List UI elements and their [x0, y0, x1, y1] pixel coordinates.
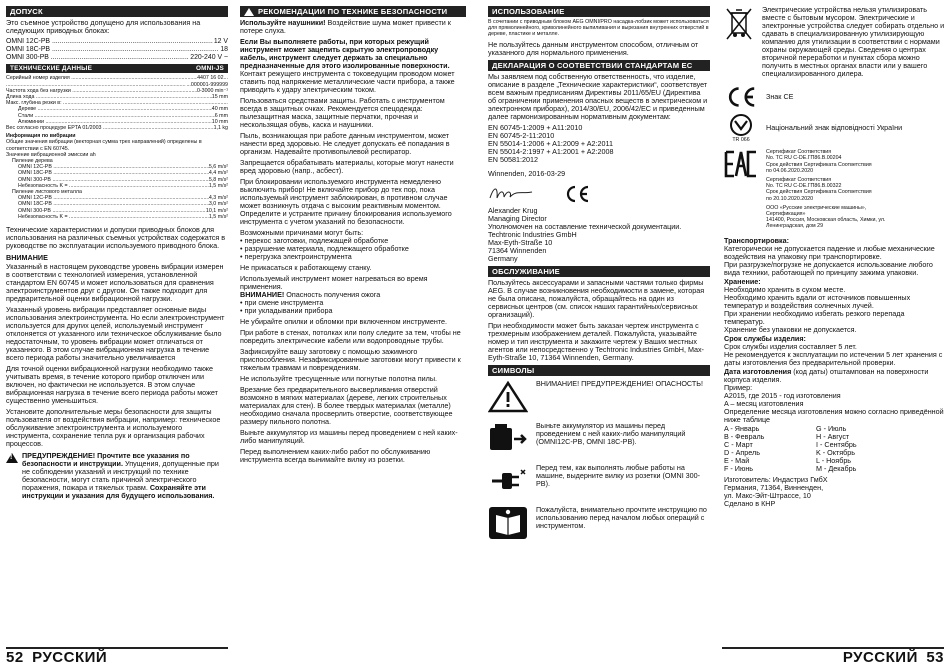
- list-item: B - Февраль: [724, 431, 765, 441]
- page-number-right: 53: [926, 649, 944, 666]
- weee-block: [724, 6, 946, 81]
- signature-image: [488, 184, 534, 204]
- list-item: H - Август: [816, 431, 850, 441]
- safety-p13: Зафиксируйте вашу заготовку с помощью зажимного приспособления. Незафиксированные заготовки могут привести к тяжелым травмам и повреждениям.: [240, 347, 461, 372]
- causes-list: [240, 237, 466, 261]
- footer-right: [722, 647, 944, 665]
- list-item: A - Январь: [724, 423, 760, 433]
- list-item: E - Май: [724, 455, 750, 465]
- vibration-label: Значение вибрационной эмиссии ah: [6, 151, 96, 158]
- safety-p3: Пользоваться средствами защиты. Работать с инструментом всегда в защитных очках. Рекомендуется спецодежда: пылезащитная маска, защитные перчатки, прочная и нескользящая обувь, каска и наушники.: [240, 96, 445, 129]
- row-value: 1,5 m/s²: [208, 213, 228, 220]
- mfg-date-title: Дата изготовления: [724, 366, 792, 376]
- symbol-manual-text: Пожалуйста, внимательно прочтите инструкцию по использованию перед началом любых операций с инструментом.: [536, 504, 707, 530]
- symbol-manual: [488, 506, 710, 540]
- attention-title: ВНИМАНИЕ: [6, 253, 48, 263]
- section-header-declaration: ДЕКЛАРАЦИЯ О СООТВЕТСТВИИ СТАНДАРТАМ ЕС: [488, 60, 710, 71]
- row-label: OMNI 12C-PB .....: [18, 164, 209, 170]
- list-item: K - Октябрь: [816, 447, 856, 457]
- month-col-left: [724, 425, 804, 473]
- list-item: EN 55014-1:2006 + A1:2009 + A2:2011: [488, 138, 613, 148]
- tech-data-model: OMNI-JS: [195, 65, 224, 73]
- list-item: • при укладывании прибора: [240, 306, 333, 315]
- warning-icon: [6, 453, 18, 463]
- list-item: G - Июль: [816, 423, 847, 433]
- data-row: [6, 125, 228, 131]
- row-label: Небезопасность K = .....: [18, 214, 209, 220]
- safety-title: РЕКОМЕНДАЦИИ ПО ТЕХНИКЕ БЕЗОПАСНОСТИ: [258, 7, 448, 16]
- safety-p16: Выньте аккумулятор из машины перед проведением с ней каких-либо манипуляций.: [240, 428, 458, 445]
- company-country: Germany: [488, 253, 518, 263]
- safety-p4: Пыль, возникающая при работе данным инструментом, может нанести вред здоровью. Не следует допускать её попадания в организм. Надевайте противопылевой респиратор.: [240, 131, 450, 156]
- vibration-intro: Общие значения вибрации (векторная сумма трех направлений) определены в соответствии с EN 60745.: [6, 139, 202, 152]
- attention-paragraph-1: Указанный в настоящем руководстве уровень вибрации измерен в соответствии с технологией измерения, установленной стандартом EN 60745 и может использоваться для сравнения электроинструментов друг с другом. Он также подходит для предварительной оценки вибрационной нагрузки.: [6, 262, 224, 304]
- row-value: 10 mm: [211, 118, 228, 125]
- section-header-tech-data: [6, 64, 228, 73]
- data-row: [6, 38, 228, 46]
- footer-language-right: РУССКИЙ: [842, 649, 918, 666]
- row-value: 1,5 m/s²: [208, 182, 228, 189]
- safety-p1-body: Воздействие шума может привести к потере слуха.: [240, 18, 451, 35]
- ua-conformity-icon: [729, 113, 753, 137]
- safety-p17: Перед выполнением каких-либо работ по обслуживанию инструмента всегда вынимайте вилку из розетки.: [240, 447, 431, 464]
- ua-mark: [724, 113, 758, 143]
- safety-p15: Врезание без предварительного высверливания отверстий возможно в мягких материалах (дереве, легких строительных материалах для стен). В более твердых материалах (металле) необходимо сначала просверлить отверстие, соответствующее размеру пильного полотна.: [240, 385, 453, 426]
- ua-label: Національний знак відповідності України: [766, 123, 903, 133]
- list-item: I - Сентябрь: [816, 439, 857, 449]
- approval-list: [6, 38, 228, 61]
- row-label: OMNI 12C-PB .....: [18, 195, 209, 201]
- list-item: M - Декабрь: [816, 463, 857, 473]
- column-1: [6, 6, 228, 503]
- lifetime-title: Срок службы изделия:: [724, 333, 806, 343]
- list-item: EN 55014-2:1997 + A1:2001 + A2:2008: [488, 146, 614, 156]
- mfg-date: [724, 368, 946, 384]
- warning-block: [6, 452, 228, 503]
- row-label: Серийный номер изделия .....: [6, 75, 197, 81]
- safety-p10-body: Опасность получения ожога: [284, 290, 381, 299]
- service-p2: При необходимости может быть заказан чертеж инструмента с трехмерным изображением деталей. Пожалуйста, указывайте номер и тип инструмента и закажите чертеж у Ваших местных агентов или непосредственно у Techtronic Industries GmbH, Max-Eyth-Straße 10, 71364 Winnenden, Germany.: [488, 320, 704, 362]
- company-city: 71364 Winnenden: [488, 245, 547, 255]
- symbol-battery: [488, 422, 710, 456]
- usage-p2: Не пользуйтесь данным инструментом способом, отличным от указанного для нормального применения.: [488, 39, 699, 57]
- month-table: [724, 425, 946, 473]
- safety-p2-body: Контакт режущего инструмента с токоведущим проводом может ставить под напряжение металлические части прибора, а также приводить к удару электрическим током.: [240, 69, 455, 94]
- safety-p5: Запрещается обрабатывать материалы, которые могут нанести вред здоровью (напр., асбест).: [240, 158, 454, 175]
- row-label: Дереве .....: [18, 106, 212, 112]
- mfg-example: Пример: A2015, где 2015 - год изготовления A – месяц изготовления Определение месяца изготовления можно согласно приведённой ниже таблице: [724, 382, 944, 424]
- data-row: [6, 46, 228, 54]
- ce-label: Знак CE: [766, 92, 794, 101]
- row-value: 18: [220, 45, 228, 53]
- safety-p9: Используемый инструмент может нагреваться во время применения.: [240, 274, 428, 291]
- attention-paragraph-2: Указанный уровень вибрации представляет основные виды использования электроинструмента. Но если электроинструмент используется для других целей, используемый инструмент отклоняется от указанного или техническое обслуживание было недостаточным, то уровень вибрации может отличаться от указанного. В этом случае вибрационная нагрузка в течение всего периода работы значительно увеличивается: [6, 305, 225, 363]
- list-item: • перекос заготовки, подлежащей обработке: [240, 236, 389, 245]
- ua-mark-code: TR 066: [732, 137, 750, 143]
- column-4: [724, 6, 946, 511]
- row-value: 15 mm: [211, 94, 228, 100]
- vibration-metal-title: Пиление листового металла: [12, 189, 82, 196]
- mfg-date-text: (код даты) отштампован на поверхности корпуса изделия.: [724, 366, 929, 384]
- section-header-safety: [240, 6, 466, 17]
- company-name: Techtronic Industries GmbH: [488, 229, 577, 239]
- section-header-usage: ИСПОЛЬЗОВАНИЕ: [488, 6, 710, 17]
- row-value: 4,3 m/s²: [208, 195, 228, 202]
- column-3: [488, 6, 710, 548]
- authorized-note: Уполномочен на составление технической документации.: [488, 221, 682, 231]
- row-label: Стали .....: [18, 113, 215, 119]
- battery-remove-icon: [488, 422, 528, 456]
- signatory-name: Alexander Krug: [488, 205, 538, 215]
- transport-p1: Категорически не допускается падение и любые механические воздействия на упаковку при транспортировке.: [724, 243, 935, 261]
- row-value: 12 V: [213, 38, 228, 45]
- safety-p11: Не убирайте опилки и обломки при включенном инструменте.: [240, 317, 448, 326]
- safety-p1-lead: Используйте наушники!: [240, 18, 326, 27]
- row-label: Макс. глубина резки в: .....: [6, 100, 228, 106]
- column-2: [240, 6, 466, 467]
- row-value: 5,6 m/s²: [208, 164, 228, 171]
- page-number-left: 52: [6, 649, 24, 666]
- row-label: Небезопасность K = .....: [18, 183, 209, 189]
- list-item: F - Июнь: [724, 463, 754, 473]
- tech-data-title: ТЕХНИЧЕСКИЕ ДАННЫЕ: [10, 65, 93, 73]
- vibration-metal-table: [6, 195, 228, 220]
- ce-row: [724, 85, 946, 109]
- attention-paragraph-3: Для точной оценки вибрационной нагрузки необходимо также учитывать время, в течение которого прибор отключен или включен, но фактически не используется. В этом случае вибрационная нагрузка в течение всего периода работы может существенно уменьшиться.: [6, 364, 218, 406]
- list-item: EN 50581:2012: [488, 154, 538, 164]
- warning-lead: ПРЕДУПРЕЖДЕНИЕ! Прочтите все указания по безопасности и инструкции.: [22, 451, 190, 469]
- read-manual-icon: [488, 506, 528, 540]
- row-label: Вес согласно процедуре EPTA 01/2003 .....: [6, 125, 214, 131]
- transport-p2: При разгрузке/погрузке не допускается использование любого вида техники, работающей по принципу зажима упаковки.: [724, 259, 933, 277]
- safety-p12: При работе в стенах, потолках или полу следите за тем, чтобы не повредить электрические кабели или водопроводные трубы.: [240, 328, 461, 345]
- place-date: Winnenden, 2016-03-29: [488, 168, 566, 178]
- ce-mark-icon: [724, 85, 758, 109]
- manufacturer: Изготовитель: Индастриз ГмбХ Германия, 71364, Винненден, ул. Макс-Эйт-Штрассе, 10 Сделано в КНР: [724, 474, 828, 508]
- safety-p8: Не прикасаться к работающему станку.: [240, 263, 372, 272]
- row-value: 4407 16 02...: [197, 75, 228, 82]
- tech-data-table: [6, 75, 228, 131]
- storage-title: Хранение:: [724, 276, 761, 286]
- row-value: 10,1 m/s²: [205, 207, 228, 214]
- row-label: Частота хода без нагрузки .....: [6, 88, 197, 94]
- data-row: [6, 54, 228, 62]
- row-value: 40 mm: [211, 106, 228, 113]
- transport-title: Транспортировка:: [724, 235, 789, 245]
- row-value: 3,0 m/s²: [208, 201, 228, 208]
- row-label: Алюминии .....: [18, 119, 212, 125]
- burn-list: [240, 299, 466, 315]
- list-item: L - Ноябрь: [816, 455, 852, 465]
- attention-paragraph-4: Установите дополнительные меры безопасности для защиты пользователя от воздействия вибрации, например: техническое обслуживание электроинструмента и используемого инструмента, сохранение тепла рук и организация рабочих процессов.: [6, 407, 221, 449]
- safety-p6: При блокировании используемого инструмента немедленно выключить прибор! Не включайте прибор до тех пор, пока используемый инструмент заблокирован, в противном случае может возникнуть отдача с высоким реактивным моментом. Определите и устраните причину блокирования используемого инструмента с учетом указаний по безопасности.: [240, 177, 452, 226]
- company-street: Max-Eyth-Straße 10: [488, 237, 553, 247]
- data-row: [6, 214, 228, 220]
- vibration-title: Информация по вибрации: [6, 133, 76, 140]
- warning-text: [22, 452, 228, 500]
- symbol-warning: [488, 380, 710, 414]
- certificates: [766, 149, 885, 232]
- list-item: C - Март: [724, 439, 753, 449]
- warning-body: Упущения, допущенные при не соблюдении указаний и инструкций по технике безопасности, могут стать причиной электрического поражения, пожара и тяжелых травм.: [22, 459, 219, 493]
- row-value: 1,1 kg: [213, 125, 228, 132]
- footer-language-left: РУССКИЙ: [32, 649, 108, 666]
- weee-text: Электрические устройства нельзя утилизировать вместе с бытовым мусором. Электрические и электронные устройства следует собирать отдельно и сдавать в специализированную утилизирующую компанию для утилизации в соответствии с нормами охраны окружающей среды. Сведения о центрах вторичной переработки и пунктах сбора можно получить в местных органах власти или у вашего специализированного дилера.: [762, 5, 945, 78]
- usage-p1: В сочетании с приводным блоком AEG OMNI/PRO насадка-лобзик может использоваться для прямолинейного, криволинейного выпиливания и вырезания внутренних отверстий в дереве, пластике и металле.: [488, 19, 709, 38]
- certificate-2: Сертификат Соответствия No. TC RU C-DE.ГП86.В.00322 Срок действия Сертификата Соответствия по 20.10.2020.2020: [766, 177, 872, 202]
- section-header-symbols: СИМВОЛЫ: [488, 365, 710, 376]
- ua-row: [724, 113, 946, 143]
- signatory-block: [488, 207, 710, 263]
- service-p1: Пользуйтесь аксессуарами и запасными частями только фирмы AEG. В случае возникновения необходимости в замене, которая не была описана, пожалуйста, обращайтесь на один из сервисных центров (см. список наших гарантийных/сервисных организаций).: [488, 277, 705, 319]
- row-label: OMNI 18C-PB .....: [6, 46, 219, 54]
- list-item: • разрушение материала, подлежащего обработке: [240, 244, 409, 253]
- list-item: • перегрузка электроинструмента: [240, 252, 352, 261]
- safety-p2-lead: Если Вы выполняете работы, при которых режущий инструмент может зацепить скрытую электропроводку кабель, инструмент следует держать за специально предназначенные для этого изолированные поверхности.: [240, 37, 450, 70]
- row-label: OMNI 18C-PB .....: [18, 170, 209, 176]
- declaration-text: Мы заявляем под собственную ответственность, что изделие, описание в разделе „Технические характеристики“, соответствует всем важным предписаниям Директивы 2011/65/EU (Директива об ограничении применения опасных веществ в электрическом и электронном приборах), 2014/30/EU, 2006/42/EC и приведенным далее гармонизированным нормативным документам:: [488, 71, 708, 121]
- tech-note: Технические характеристики и допуски приводных блоков для использования на различных съемных устройствах содержатся в руководстве по эксплуатации используемого приводного блока.: [6, 225, 226, 251]
- safety-p1: [240, 19, 466, 35]
- symbol-warning-text: ВНИМАНИЕ! ПРЕДУПРЕЖДЕНИЕ! ОПАСНОСТЬ!: [536, 378, 703, 388]
- certificate-1: Сертификат Соответствия No. TC RU C-DE.ГП86.В.00204 Срок действия Сертификата Соответствия по 04.06.2020.2020: [766, 149, 872, 174]
- cert-org: ООО «Русские электрические машины», Сертификация» 141400, Россия, Московская область, Химки, ул. Ленинградская, дом 29: [766, 204, 886, 230]
- row-label: OMNI 300-PB .....: [6, 54, 189, 62]
- warning-tail: Сохраняйте эти инструкции и указания для будущего использования.: [22, 483, 215, 501]
- row-label: OMNI 300-PB .....: [18, 177, 209, 183]
- safety-p7: Возможными причинами могут быть:: [240, 228, 364, 237]
- unplug-icon: [488, 464, 528, 498]
- standards-list: [488, 124, 710, 164]
- row-value: 5,8 m/s²: [208, 176, 228, 183]
- symbol-plug: [488, 464, 710, 498]
- crossed-bin-icon: [724, 6, 754, 42]
- row-label: OMNI 12C-PB .....: [6, 38, 213, 46]
- warning-triangle-icon: [488, 380, 528, 414]
- row-value: ...000001-999999: [186, 81, 228, 88]
- row-value: 0-3000 min⁻¹: [196, 87, 228, 94]
- row-value: 4,4 m/s²: [208, 170, 228, 177]
- signatory-role: Managing Director: [488, 213, 547, 223]
- warning-icon: [244, 8, 254, 16]
- eac-mark-icon: [724, 149, 758, 179]
- lifetime-text: Срок службы изделия составляет 5 лет. Не рекомендуется к эксплуатации по истечении 5 лет хранения с даты изготовления без предварительной проверки.: [724, 341, 943, 367]
- symbol-plug-text: Перед тем, как выполнять любые работы на машине, выдерните вилку из розетки (OMNI 300-PB).: [536, 462, 701, 488]
- eac-row: [724, 149, 946, 232]
- row-value: 220-240 V ~: [190, 53, 228, 61]
- section-header-service: ОБСЛУЖИВАНИЕ: [488, 266, 710, 277]
- safety-p2: [240, 38, 466, 94]
- ce-mark-icon: [564, 184, 590, 204]
- list-item: EN 60745-1:2009 + A11:2010: [488, 122, 583, 132]
- vibration-wood-title: Пиление дерева: [12, 158, 53, 165]
- signature-row: [488, 181, 710, 207]
- row-label: Длина хода .....: [6, 94, 212, 100]
- list-item: D - Апрель: [724, 447, 760, 457]
- vibration-wood-table: [6, 164, 228, 189]
- safety-p14: Не используйте тресущенные или погнутые полотна пилы.: [240, 374, 438, 383]
- safety-p10-lead: ВНИМАНИЕ!: [240, 290, 285, 299]
- month-col-right: [816, 425, 857, 473]
- row-value: 6 mm: [214, 112, 228, 119]
- footer-left: [6, 647, 228, 665]
- symbol-battery-text: Выньте аккумулятор из машины перед проведением с ней каких-либо манипуляций (OMNI12C-PB, OMNI 18C-PB).: [536, 420, 686, 446]
- row-label: OMNI 300-PB .....: [18, 208, 206, 214]
- list-item: EN 60745-2-11:2010: [488, 130, 555, 140]
- row-label: OMNI 18C-PB .....: [18, 201, 209, 207]
- storage-text: Необходимо хранить в сухом месте. Необходимо хранить вдали от источников повышенных температур и воздействия солнечных лучей. При хранении необходимо избегать резкого перепада температур. Хранение без упаковки не допускается.: [724, 284, 911, 334]
- approval-intro: Это съемное устройство допущено для использования на следующих приводных блоках:: [6, 18, 201, 35]
- section-header-approval: ДОПУСК: [6, 6, 228, 17]
- list-item: • при смене инструмента: [240, 298, 324, 307]
